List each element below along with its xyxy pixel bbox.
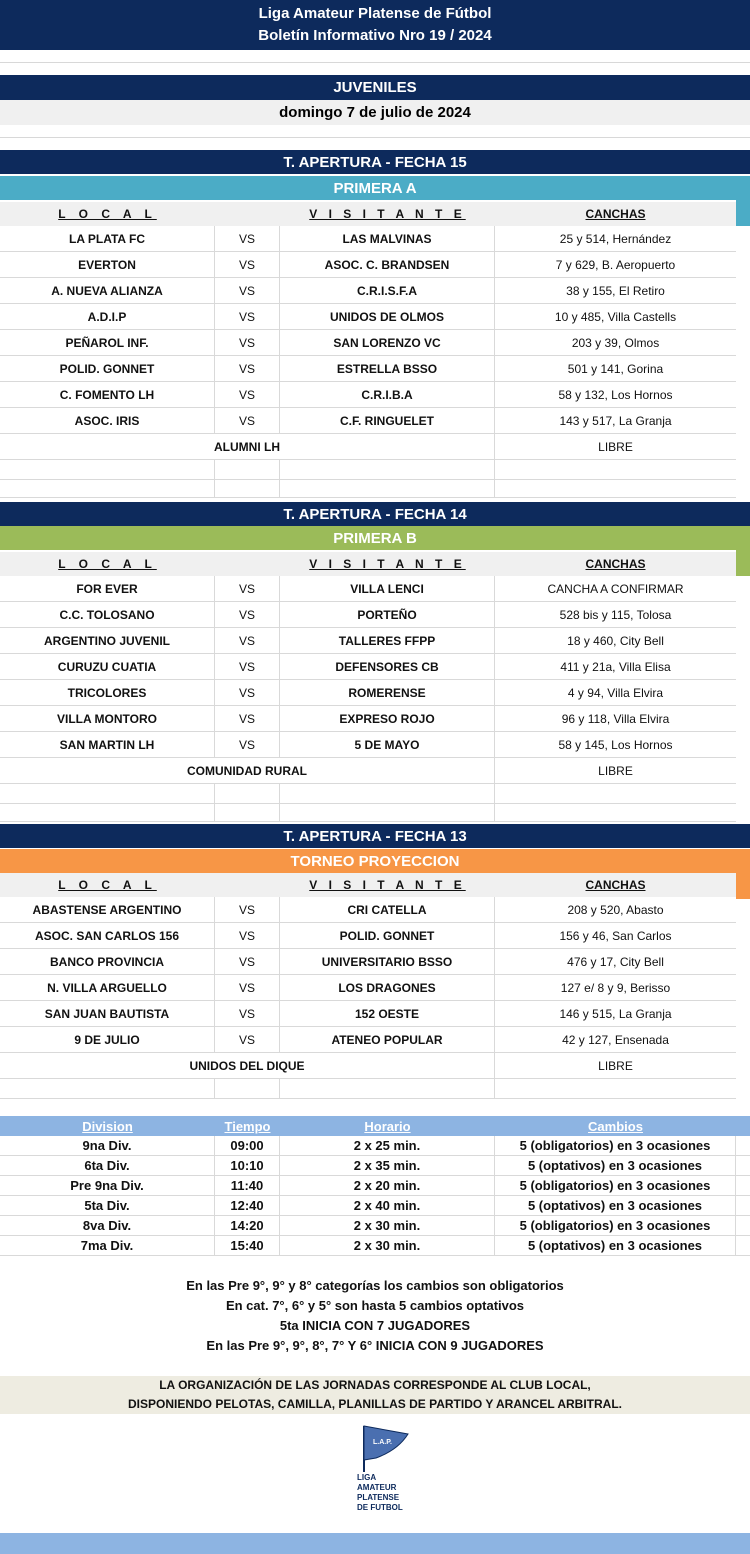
column-header-local: L O C A L — [58, 878, 157, 892]
division-duration: 2 x 35 min. — [280, 1156, 495, 1175]
vs-label: VS — [215, 278, 280, 303]
vs-label: VS — [215, 330, 280, 355]
fixture-table-primera-a — [0, 202, 736, 498]
local-team: BANCO PROVINCIA — [0, 949, 215, 974]
table-row — [0, 680, 736, 706]
note-line: 5ta INICIA CON 7 JUGADORES — [279, 1318, 471, 1333]
local-team: 9 DE JULIO — [0, 1027, 215, 1052]
vs-label: VS — [215, 252, 280, 277]
bulletin-header — [0, 0, 750, 50]
free-label: LIBRE — [598, 439, 633, 454]
column-header-canchas: CANCHAS — [585, 557, 646, 571]
section-subtitle-primera-b: PRIMERA B — [0, 526, 750, 550]
local-team: POLID. GONNET — [0, 356, 215, 381]
bulletin-number: Boletín Informativo Nro 19 / 2024 — [258, 27, 492, 44]
column-header-row — [0, 873, 736, 897]
division-duration: 2 x 40 min. — [280, 1196, 495, 1215]
division-name: Pre 9na Div. — [0, 1176, 215, 1195]
divisions-table — [0, 1116, 750, 1256]
venue: CANCHA A CONFIRMAR — [547, 581, 684, 596]
side-tab — [736, 873, 750, 899]
venue: 10 y 485, Villa Castells — [554, 309, 677, 324]
venue: 96 y 118, Villa Elvira — [561, 711, 670, 726]
local-team: EVERTON — [0, 252, 215, 277]
venue: 208 y 520, Abasto — [567, 902, 664, 917]
table-row — [0, 1027, 736, 1053]
division-row — [0, 1136, 750, 1156]
venue: 58 y 145, Los Hornos — [558, 737, 673, 752]
column-header-visitante: V I S I T A N T E — [309, 557, 466, 571]
table-row — [0, 408, 736, 434]
local-team: C. FOMENTO LH — [0, 382, 215, 407]
header-tiempo: Tiempo — [224, 1118, 271, 1134]
empty-row — [0, 460, 736, 480]
visiting-team: LOS DRAGONES — [280, 975, 495, 1000]
divider — [0, 137, 750, 138]
division-time: 09:00 — [215, 1136, 280, 1155]
local-team: ASOC. IRIS — [0, 408, 215, 433]
table-row — [0, 278, 736, 304]
table-row — [0, 732, 736, 758]
column-header-visitante: V I S I T A N T E — [309, 878, 466, 892]
visiting-team: DEFENSORES CB — [280, 654, 495, 679]
table-row — [0, 602, 736, 628]
column-header-row — [0, 202, 736, 226]
local-team: N. VILLA ARGUELLO — [0, 975, 215, 1000]
vs-label: VS — [215, 382, 280, 407]
division-duration: 2 x 20 min. — [280, 1176, 495, 1195]
vs-label: VS — [215, 923, 280, 948]
visiting-team: CRI CATELLA — [280, 897, 495, 922]
visiting-team: 152 OESTE — [280, 1001, 495, 1026]
side-tab — [736, 550, 750, 576]
vs-label: VS — [215, 654, 280, 679]
vs-label: VS — [215, 975, 280, 1000]
category-title: JUVENILES — [0, 75, 750, 100]
empty-row — [0, 480, 736, 498]
league-name: Liga Amateur Platense de Fútbol — [258, 5, 492, 22]
venue: 476 y 17, City Bell — [567, 954, 664, 969]
side-tab — [736, 200, 750, 226]
vs-label: VS — [215, 897, 280, 922]
division-row — [0, 1196, 750, 1216]
division-row — [0, 1156, 750, 1176]
division-duration: 2 x 30 min. — [280, 1216, 495, 1235]
visiting-team: POLID. GONNET — [280, 923, 495, 948]
section-subtitle-primera-a: PRIMERA A — [0, 176, 750, 200]
empty-row — [0, 784, 736, 804]
local-team: FOR EVER — [0, 576, 215, 601]
visiting-team: ROMERENSE — [280, 680, 495, 705]
vs-label: VS — [215, 1001, 280, 1026]
division-time: 14:20 — [215, 1216, 280, 1235]
free-team: COMUNIDAD RURAL — [0, 758, 495, 783]
divisions-header-row — [0, 1116, 750, 1136]
division-time: 15:40 — [215, 1236, 280, 1255]
local-team: A. NUEVA ALIANZA — [0, 278, 215, 303]
free-team-row — [0, 1053, 736, 1079]
vs-label: VS — [215, 408, 280, 433]
venue: 25 y 514, Hernández — [559, 231, 672, 246]
note-line: En las Pre 9°, 9°, 8°, 7° Y 6° INICIA CON 9 JUGADORES — [206, 1338, 544, 1353]
logo-text: LIGA AMATEUR PLATENSE DE FUTBOL — [357, 1473, 403, 1512]
division-name: 6ta Div. — [0, 1156, 215, 1175]
header-division: Division — [82, 1118, 133, 1134]
table-row — [0, 304, 736, 330]
table-row — [0, 382, 736, 408]
visiting-team: UNIDOS DE OLMOS — [280, 304, 495, 329]
vs-label: VS — [215, 602, 280, 627]
free-label: LIBRE — [598, 1058, 633, 1073]
local-team: LA PLATA FC — [0, 226, 215, 251]
venue: 203 y 39, Olmos — [571, 335, 660, 350]
footer-bar — [0, 1533, 750, 1554]
table-row — [0, 923, 736, 949]
venue: 18 y 460, City Bell — [567, 633, 664, 648]
visiting-team: UNIVERSITARIO BSSO — [280, 949, 495, 974]
column-header-visitante: V I S I T A N T E — [309, 207, 466, 221]
section-title-fecha-14: T. APERTURA - FECHA 14 — [0, 502, 750, 526]
venue: 38 y 155, El Retiro — [566, 283, 665, 298]
vs-label: VS — [215, 628, 280, 653]
vs-label: VS — [215, 949, 280, 974]
vs-label: VS — [215, 576, 280, 601]
division-changes: 5 (optativos) en 3 ocasiones — [495, 1236, 736, 1255]
free-team: UNIDOS DEL DIQUE — [0, 1053, 495, 1078]
column-header-canchas: CANCHAS — [585, 878, 646, 892]
local-team: ASOC. SAN CARLOS 156 — [0, 923, 215, 948]
local-team: ARGENTINO JUVENIL — [0, 628, 215, 653]
division-row — [0, 1236, 750, 1256]
visiting-team: SAN LORENZO VC — [280, 330, 495, 355]
division-name: 5ta Div. — [0, 1196, 215, 1215]
local-team: SAN MARTIN LH — [0, 732, 215, 757]
division-changes: 5 (optativos) en 3 ocasiones — [495, 1196, 736, 1215]
vs-label: VS — [215, 732, 280, 757]
local-team: SAN JUAN BAUTISTA — [0, 1001, 215, 1026]
organization-notice — [0, 1376, 750, 1414]
visiting-team: C.R.I.B.A — [280, 382, 495, 407]
division-row — [0, 1216, 750, 1236]
free-team-row — [0, 758, 736, 784]
venue: 4 y 94, Villa Elvira — [567, 685, 664, 700]
vs-label: VS — [215, 356, 280, 381]
divider — [0, 62, 750, 63]
visiting-team: ESTRELLA BSSO — [280, 356, 495, 381]
division-row — [0, 1176, 750, 1196]
visiting-team: ATENEO POPULAR — [280, 1027, 495, 1052]
free-team-row — [0, 434, 736, 460]
division-changes: 5 (optativos) en 3 ocasiones — [495, 1156, 736, 1175]
venue: 7 y 629, B. Aeropuerto — [555, 257, 676, 272]
vs-label: VS — [215, 706, 280, 731]
free-label: LIBRE — [598, 763, 633, 778]
table-row — [0, 654, 736, 680]
venue: 156 y 46, San Carlos — [559, 928, 672, 943]
free-team: ALUMNI LH — [0, 434, 495, 459]
local-team: VILLA MONTORO — [0, 706, 215, 731]
venue: 528 bis y 115, Tolosa — [559, 607, 672, 622]
organization-line: LA ORGANIZACIÓN DE LAS JORNADAS CORRESPONDE AL CLUB LOCAL, — [159, 1378, 591, 1392]
section-title-fecha-13: T. APERTURA - FECHA 13 — [0, 824, 750, 848]
rules-notes — [0, 1276, 750, 1356]
local-team: PEÑAROL INF. — [0, 330, 215, 355]
column-header-local: L O C A L — [58, 207, 157, 221]
division-time: 11:40 — [215, 1176, 280, 1195]
fixture-table-proyeccion — [0, 873, 736, 1099]
table-row — [0, 949, 736, 975]
table-row — [0, 330, 736, 356]
division-time: 10:10 — [215, 1156, 280, 1175]
division-name: 7ma Div. — [0, 1236, 215, 1255]
venue: 58 y 132, Los Hornos — [558, 387, 673, 402]
visiting-team: C.R.I.S.F.A — [280, 278, 495, 303]
fixture-table-primera-b — [0, 552, 736, 822]
column-header-row — [0, 552, 736, 576]
header-cambios: Cambios — [588, 1118, 643, 1134]
visiting-team: TALLERES FFPP — [280, 628, 495, 653]
match-date: domingo 7 de julio de 2024 — [0, 100, 750, 125]
vs-label: VS — [215, 680, 280, 705]
division-duration: 2 x 25 min. — [280, 1136, 495, 1155]
venue: 501 y 141, Gorina — [567, 361, 664, 376]
empty-row — [0, 804, 736, 822]
organization-line: DISPONIENDO PELOTAS, CAMILLA, PLANILLAS DE PARTIDO Y ARANCEL ARBITRAL. — [127, 1397, 622, 1411]
table-row — [0, 975, 736, 1001]
vs-label: VS — [215, 226, 280, 251]
visiting-team: VILLA LENCI — [280, 576, 495, 601]
venue: 146 y 515, La Granja — [559, 1006, 672, 1021]
vs-label: VS — [215, 1027, 280, 1052]
table-row — [0, 576, 736, 602]
division-name: 9na Div. — [0, 1136, 215, 1155]
venue: 42 y 127, Ensenada — [562, 1032, 669, 1047]
division-changes: 5 (obligatorios) en 3 ocasiones — [495, 1216, 736, 1235]
table-row — [0, 356, 736, 382]
division-name: 8va Div. — [0, 1216, 215, 1235]
local-team: CURUZU CUATIA — [0, 654, 215, 679]
table-row — [0, 1001, 736, 1027]
local-team: C.C. TOLOSANO — [0, 602, 215, 627]
table-row — [0, 897, 736, 923]
visiting-team: PORTEÑO — [280, 602, 495, 627]
venue: 127 e/ 8 y 9, Berisso — [560, 980, 671, 995]
division-changes: 5 (obligatorios) en 3 ocasiones — [495, 1136, 736, 1155]
note-line: En cat. 7°, 6° y 5° son hasta 5 cambios optativos — [225, 1298, 525, 1313]
division-time: 12:40 — [215, 1196, 280, 1215]
visiting-team: EXPRESO ROJO — [280, 706, 495, 731]
visiting-team: C.F. RINGUELET — [280, 408, 495, 433]
table-row — [0, 226, 736, 252]
vs-label: VS — [215, 304, 280, 329]
visiting-team: 5 DE MAYO — [280, 732, 495, 757]
local-team: TRICOLORES — [0, 680, 215, 705]
division-duration: 2 x 30 min. — [280, 1236, 495, 1255]
table-row — [0, 252, 736, 278]
header-horario: Horario — [364, 1118, 411, 1134]
empty-row — [0, 1079, 736, 1099]
visiting-team: LAS MALVINAS — [280, 226, 495, 251]
logo-flag-text: L.A.P. — [373, 1439, 392, 1446]
venue: 143 y 517, La Granja — [559, 413, 672, 428]
local-team: A.D.I.P — [0, 304, 215, 329]
table-row — [0, 706, 736, 732]
section-title-fecha-15: T. APERTURA - FECHA 15 — [0, 150, 750, 174]
venue: 411 y 21a, Villa Elisa — [560, 659, 671, 674]
column-header-local: L O C A L — [58, 557, 157, 571]
column-header-canchas: CANCHAS — [585, 207, 646, 221]
division-changes: 5 (obligatorios) en 3 ocasiones — [495, 1176, 736, 1195]
visiting-team: ASOC. C. BRANDSEN — [280, 252, 495, 277]
section-subtitle-torneo-proyeccion: TORNEO PROYECCION — [0, 849, 750, 873]
note-line: En las Pre 9°, 9° y 8° categorías los cambios son obligatorios — [186, 1278, 564, 1293]
table-row — [0, 628, 736, 654]
local-team: ABASTENSE ARGENTINO — [0, 897, 215, 922]
